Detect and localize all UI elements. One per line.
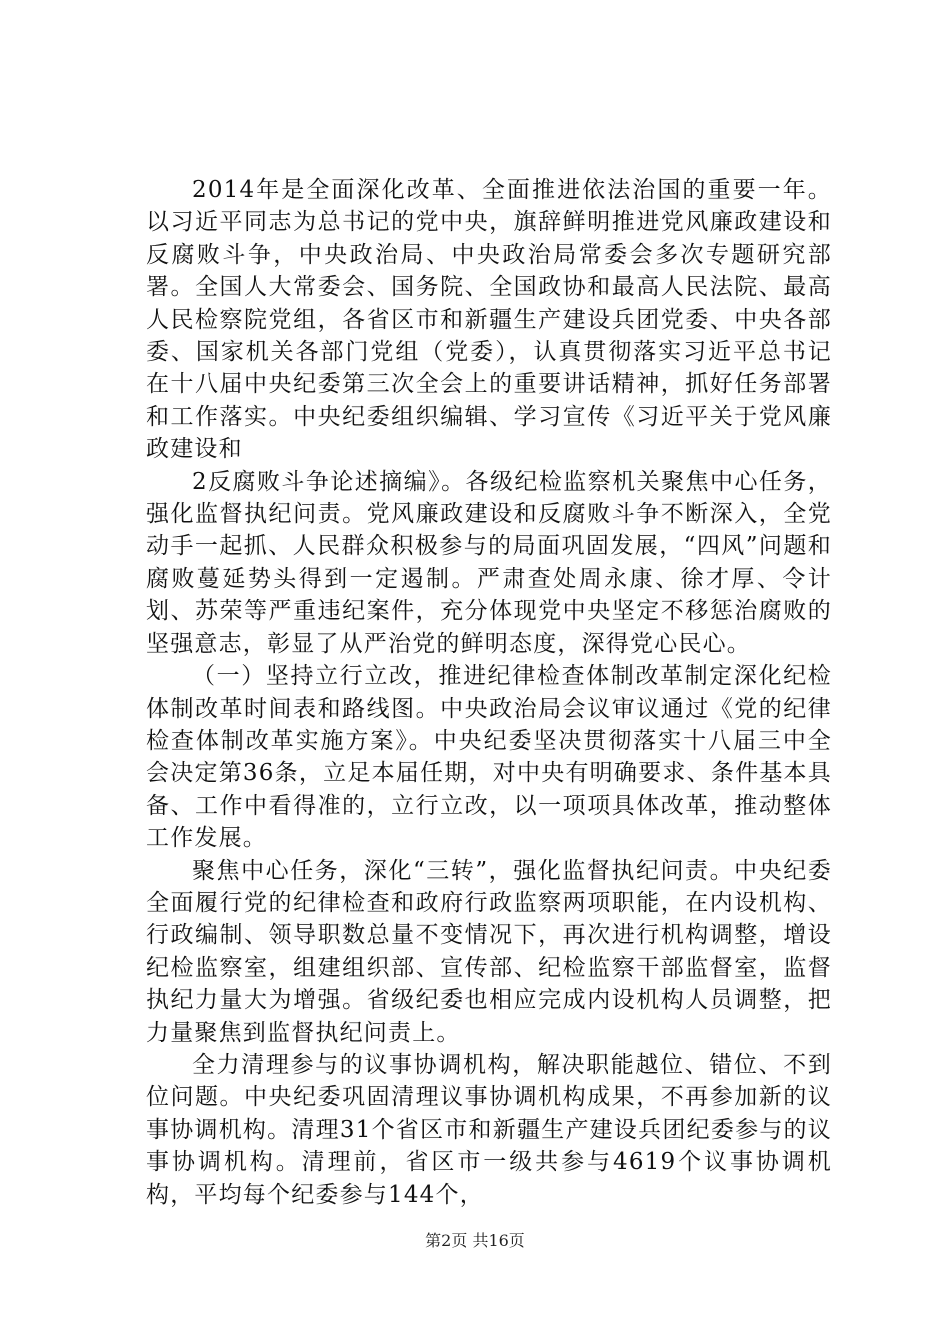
document-body — [146, 174, 832, 1211]
paragraph-1: 2014年是全面深化改革、全面推进依法治国的重要一年。以习近平同志为总书记的党中央，旗辞鲜明推进党风廉政建设和反腐败斗争，中央政治局、中央政治局常委会多次专题研究部署。全国人大常委会、国务院、全国政协和最高人民法院、最高人民检察院党组，各省区市和新疆生产建设兵团党委、中央各部委、国家机关各部门党组（党委），认真贯彻落实习近平总书记在十八届中央纪委第三次全会上的重要讲话精神，抓好任务部署和工作落实。中央纪委组织编辑、学习宣传《习近平关于党风廉政建设和 — [146, 177, 832, 463]
paragraph-3: （一）坚持立行立改，推进纪律检查体制改革制定深化纪检体制改革时间表和路线图。中央政治局会议审议通过《党的纪律检查体制改革实施方案》。中央纪委坚决贯彻落实十八届三中全会决定第36条，立足本届任期，对中央有明确要求、条件基本具备、工作中看得准的，立行立改，以一项项具体改革，推动整体工作发展。 — [146, 663, 832, 852]
page-number-label: 第2页 共16页 — [425, 1231, 525, 1250]
page-footer — [0, 1231, 950, 1251]
paragraph-2: 2反腐败斗争论述摘编》。各级纪检监察机关聚焦中心任务，强化监督执纪问责。党风廉政建设和反腐败斗争不断深入，全党动手一起抓、人民群众积极参与的局面巩固发展，“四风”问题和腐败蔓延势头得到一定遏制。严肃查处周永康、徐才厚、令计划、苏荣等严重违纪案件，充分体现党中央坚定不移惩治腐败的坚强意志，彰显了从严治党的鲜明态度，深得党心民心。 — [146, 468, 832, 657]
paragraph-5: 全力清理参与的议事协调机构，解决职能越位、错位、不到位问题。中央纪委巩固清理议事协调机构成果，不再参加新的议事协调机构。清理31个省区市和新疆生产建设兵团纪委参与的议事协调机构。清理前，省区市一级共参与4619个议事协调机构，平均每个纪委参与144个， — [146, 1051, 832, 1208]
paragraph-4: 聚焦中心任务，深化“三转”，强化监督执纪问责。中央纪委全面履行党的纪律检查和政府行政监察两项职能，在内设机构、行政编制、领导职数总量不变情况下，再次进行机构调整，增设纪检监察室，组建组织部、宣传部、纪检监察干部监督室，监督执纪力量大为增强。省级纪委也相应完成内设机构人员调整，把力量聚焦到监督执纪问责上。 — [146, 857, 832, 1046]
